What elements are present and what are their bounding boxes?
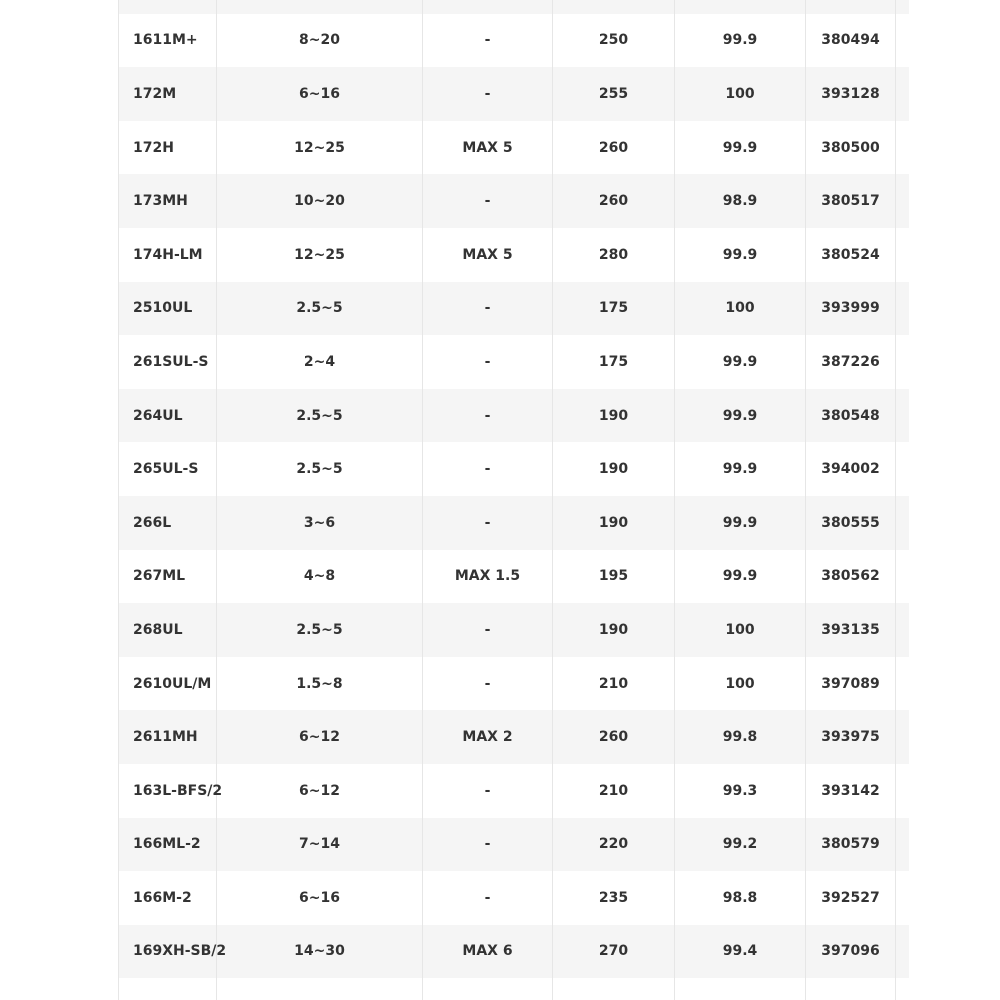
cell-pe-line: MAX 6 [423, 925, 553, 979]
cell-model: 266L [119, 496, 217, 550]
cell-lure-weight: 7~14 [217, 818, 423, 872]
cell-model [119, 978, 217, 1000]
cell-lure-weight: 6~16 [217, 871, 423, 925]
cell-code: 397096 [806, 925, 896, 979]
cell-model [119, 0, 217, 14]
cell-pe-line [423, 978, 553, 1000]
cell-model: 173MH [119, 174, 217, 228]
cell-code: 380555 [806, 496, 896, 550]
table-row [119, 174, 909, 228]
cell-weight [553, 978, 675, 1000]
cell-model: 2510UL [119, 282, 217, 336]
cell-carbon: 99.9 [675, 14, 806, 68]
cell-edge [896, 121, 909, 175]
cell-code: 380500 [806, 121, 896, 175]
cell-edge [896, 925, 909, 979]
cell-edge [896, 442, 909, 496]
cell-carbon: 99.9 [675, 335, 806, 389]
cell-lure-weight: 6~16 [217, 67, 423, 121]
cell-edge [896, 657, 909, 711]
cell-pe-line: - [423, 174, 553, 228]
cell-edge [896, 228, 909, 282]
cell-model: 163L-BFS/2 [119, 764, 217, 818]
cell-code: 393135 [806, 603, 896, 657]
cell-weight: 250 [553, 14, 675, 68]
cell-carbon: 100 [675, 67, 806, 121]
cell-carbon: 100 [675, 603, 806, 657]
cell-pe-line: - [423, 871, 553, 925]
cell-carbon: 99.2 [675, 818, 806, 872]
cell-lure-weight: 2.5~5 [217, 442, 423, 496]
cell-code: 393975 [806, 710, 896, 764]
cell-code: 380579 [806, 818, 896, 872]
table-row [119, 978, 909, 1000]
table-row [119, 496, 909, 550]
cell-edge [896, 710, 909, 764]
cell-code: 387226 [806, 335, 896, 389]
cell-weight: 175 [553, 282, 675, 336]
cell-lure-weight: 12~25 [217, 121, 423, 175]
cell-carbon: 99.9 [675, 121, 806, 175]
cell-edge [896, 389, 909, 443]
cell-weight: 195 [553, 550, 675, 604]
cell-code: 380562 [806, 550, 896, 604]
cell-pe-line: - [423, 389, 553, 443]
cell-lure-weight: 8~20 [217, 14, 423, 68]
cell-lure-weight: 12~25 [217, 228, 423, 282]
cell-weight: 190 [553, 603, 675, 657]
cell-lure-weight: 2.5~5 [217, 603, 423, 657]
cell-code: 392527 [806, 871, 896, 925]
cell-code: 380517 [806, 174, 896, 228]
cell-lure-weight: 14~30 [217, 925, 423, 979]
cell-code: 393128 [806, 67, 896, 121]
cell-pe-line: MAX 5 [423, 121, 553, 175]
cell-pe-line: - [423, 67, 553, 121]
cell-weight: 255 [553, 67, 675, 121]
cell-lure-weight: 6~12 [217, 764, 423, 818]
cell-code: 380548 [806, 389, 896, 443]
cell-lure-weight: 6~12 [217, 710, 423, 764]
table-row [119, 442, 909, 496]
spec-table-container [118, 0, 908, 1000]
table-row [119, 14, 909, 68]
cell-weight [553, 0, 675, 14]
cell-pe-line: - [423, 14, 553, 68]
cell-carbon: 99.4 [675, 925, 806, 979]
cell-model: 2610UL/M [119, 657, 217, 711]
cell-model: 2611MH [119, 710, 217, 764]
cell-pe-line: MAX 5 [423, 228, 553, 282]
cell-model: 1611M+ [119, 14, 217, 68]
cell-model: 264UL [119, 389, 217, 443]
cell-edge [896, 67, 909, 121]
cell-lure-weight: 1.5~8 [217, 657, 423, 711]
cell-code: 380524 [806, 228, 896, 282]
table-row [119, 818, 909, 872]
table-row [119, 282, 909, 336]
cell-code: 393142 [806, 764, 896, 818]
cell-weight: 260 [553, 121, 675, 175]
table-row [119, 121, 909, 175]
cell-edge [896, 550, 909, 604]
cell-model: 169XH-SB/2 [119, 925, 217, 979]
cell-carbon: 99.9 [675, 496, 806, 550]
cell-carbon: 99.9 [675, 550, 806, 604]
cell-model: 174H-LM [119, 228, 217, 282]
cell-lure-weight: 10~20 [217, 174, 423, 228]
cell-carbon: 98.8 [675, 871, 806, 925]
cell-code [806, 978, 896, 1000]
cell-code [806, 0, 896, 14]
cell-pe-line: - [423, 603, 553, 657]
cell-carbon: 100 [675, 657, 806, 711]
table-row [119, 925, 909, 979]
cell-weight: 190 [553, 496, 675, 550]
cell-weight: 270 [553, 925, 675, 979]
cell-pe-line: MAX 1.5 [423, 550, 553, 604]
cell-carbon: 99.9 [675, 389, 806, 443]
cell-pe-line: - [423, 818, 553, 872]
cell-carbon: 98.9 [675, 174, 806, 228]
table-row [119, 764, 909, 818]
cell-lure-weight: 2.5~5 [217, 389, 423, 443]
cell-code: 380494 [806, 14, 896, 68]
cell-model: 265UL-S [119, 442, 217, 496]
table-row [119, 335, 909, 389]
cell-pe-line: - [423, 335, 553, 389]
cell-model: 261SUL-S [119, 335, 217, 389]
cell-pe-line: - [423, 496, 553, 550]
cell-edge [896, 14, 909, 68]
cell-weight: 210 [553, 657, 675, 711]
cell-weight: 260 [553, 174, 675, 228]
cell-model: 172H [119, 121, 217, 175]
cell-edge [896, 978, 909, 1000]
cell-weight: 190 [553, 442, 675, 496]
cell-lure-weight: 4~8 [217, 550, 423, 604]
cell-carbon: 99.3 [675, 764, 806, 818]
cell-carbon [675, 0, 806, 14]
cell-model: 166ML-2 [119, 818, 217, 872]
table-row [119, 67, 909, 121]
cell-model: 166M-2 [119, 871, 217, 925]
cell-lure-weight: 3~6 [217, 496, 423, 550]
cell-edge [896, 282, 909, 336]
spec-table-body [119, 0, 909, 1000]
cell-edge [896, 174, 909, 228]
cell-weight: 235 [553, 871, 675, 925]
cell-edge [896, 0, 909, 14]
cell-code: 397089 [806, 657, 896, 711]
cell-carbon: 99.9 [675, 442, 806, 496]
cell-pe-line: - [423, 764, 553, 818]
cell-carbon: 100 [675, 282, 806, 336]
cell-edge [896, 871, 909, 925]
cell-edge [896, 764, 909, 818]
cell-carbon [675, 978, 806, 1000]
cell-lure-weight: 2.5~5 [217, 282, 423, 336]
table-row [119, 389, 909, 443]
cell-edge [896, 603, 909, 657]
cell-lure-weight [217, 0, 423, 14]
cell-model: 267ML [119, 550, 217, 604]
cell-model: 268UL [119, 603, 217, 657]
cell-lure-weight [217, 978, 423, 1000]
cell-carbon: 99.9 [675, 228, 806, 282]
cell-weight: 175 [553, 335, 675, 389]
cell-carbon: 99.8 [675, 710, 806, 764]
cell-weight: 220 [553, 818, 675, 872]
cell-pe-line [423, 0, 553, 14]
cell-edge [896, 496, 909, 550]
cell-model: 172M [119, 67, 217, 121]
cell-edge [896, 335, 909, 389]
cell-weight: 190 [553, 389, 675, 443]
cell-pe-line: - [423, 282, 553, 336]
table-row [119, 550, 909, 604]
table-row [119, 871, 909, 925]
cell-lure-weight: 2~4 [217, 335, 423, 389]
cell-pe-line: - [423, 657, 553, 711]
cell-edge [896, 818, 909, 872]
table-row [119, 710, 909, 764]
cell-weight: 280 [553, 228, 675, 282]
cell-pe-line: - [423, 442, 553, 496]
table-row [119, 228, 909, 282]
cell-pe-line: MAX 2 [423, 710, 553, 764]
table-row [119, 603, 909, 657]
cell-code: 393999 [806, 282, 896, 336]
cell-weight: 260 [553, 710, 675, 764]
table-row [119, 657, 909, 711]
cell-code: 394002 [806, 442, 896, 496]
cell-weight: 210 [553, 764, 675, 818]
spec-table [118, 0, 909, 1000]
table-row [119, 0, 909, 14]
